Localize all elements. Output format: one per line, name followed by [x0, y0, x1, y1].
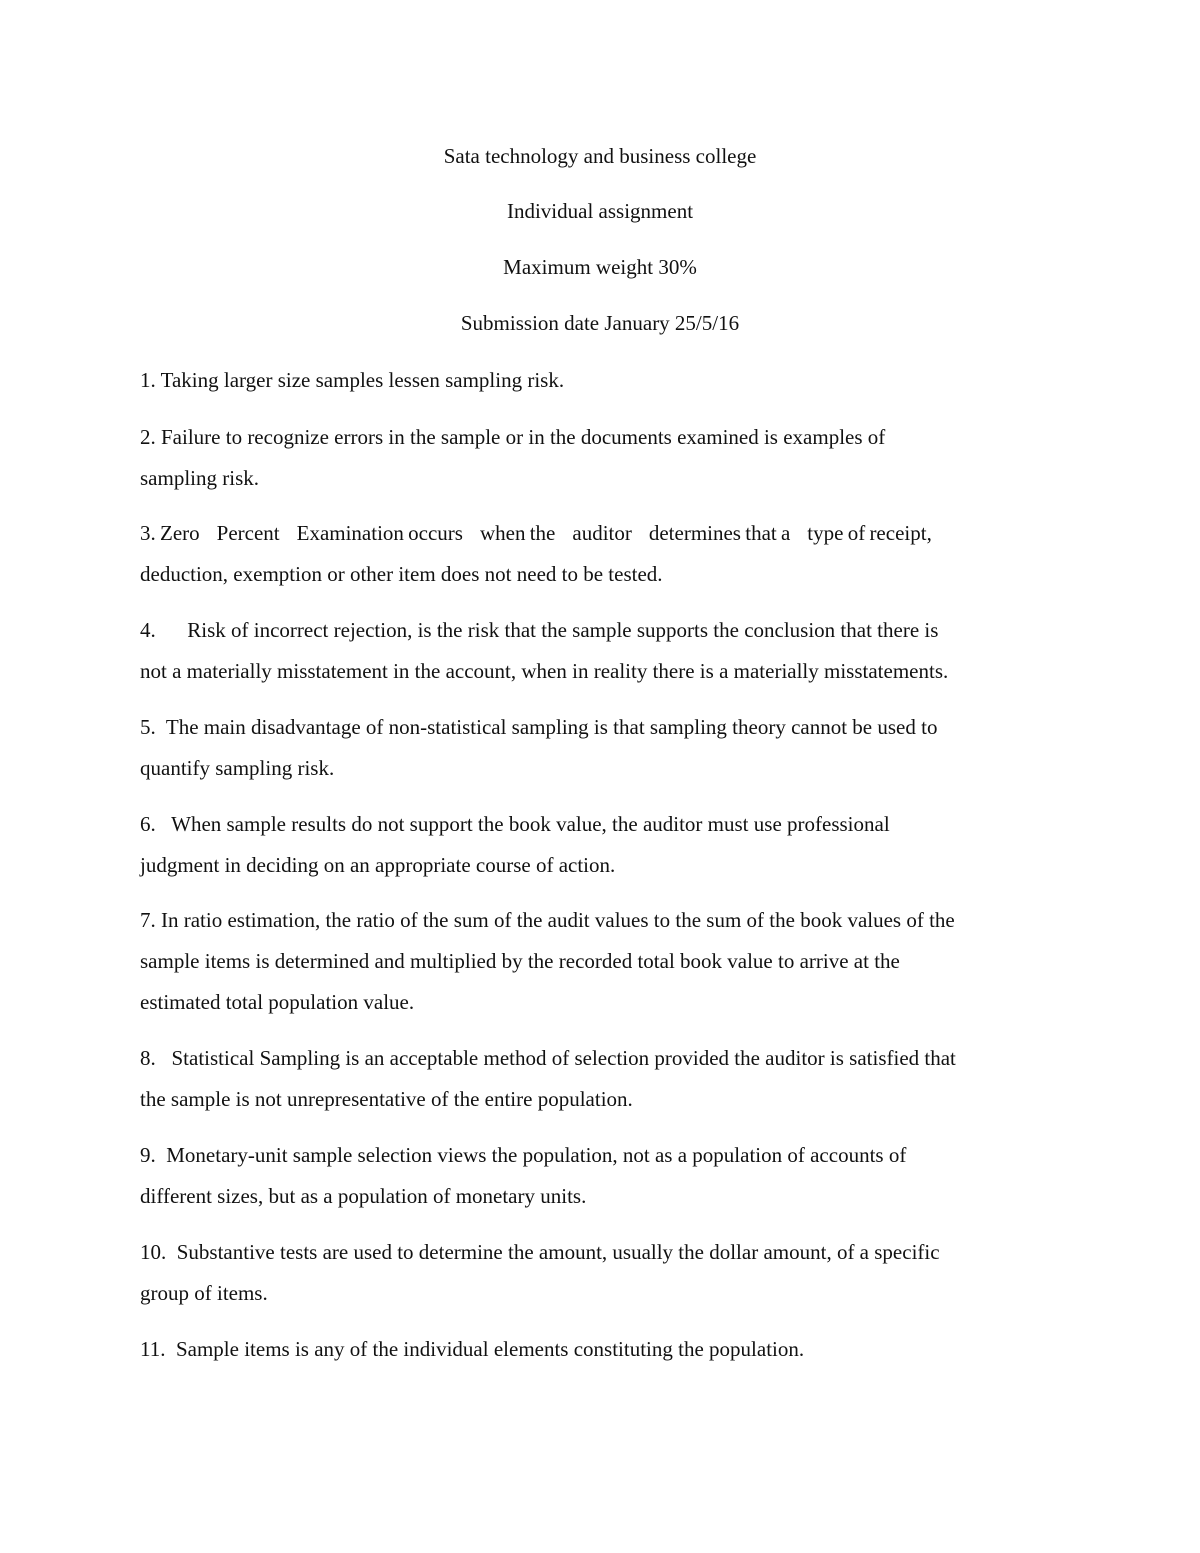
- question-line: 1. Taking larger size samples lessen sampling risk.: [140, 368, 565, 392]
- question-6: [140, 804, 1070, 886]
- question-line: sampling risk.: [140, 466, 259, 490]
- question-line: 7. In ratio estimation, the ratio of the sum of the audit values to the sum of the book values of the: [140, 908, 955, 932]
- question-11: [140, 1329, 1070, 1370]
- question-line: 9. Monetary-unit sample selection views the population, not as a population of accounts of: [140, 1143, 907, 1167]
- question-5: [140, 707, 1070, 789]
- question-line: sample items is determined and multiplied by the recorded total book value to arrive at the: [140, 949, 900, 973]
- question-7: [140, 900, 1070, 1023]
- question-line: 2. Failure to recognize errors in the sample or in the documents examined is examples of: [140, 425, 886, 449]
- assignment-type: Individual assignment: [506, 199, 694, 223]
- question-line: the sample is not unrepresentative of the entire population.: [140, 1087, 633, 1111]
- submission-date: Submission date January 25/5/16: [460, 311, 740, 335]
- question-line: 6. When sample results do not support the book value, the auditor must use professional: [140, 812, 890, 836]
- question-line: 5. The main disadvantage of non-statistical sampling is that sampling theory cannot be used to: [140, 715, 938, 739]
- question-line: quantify sampling risk.: [140, 756, 335, 780]
- question-line: 11. Sample items is any of the individual elements constituting the population.: [140, 1337, 805, 1361]
- question-4: [140, 610, 1070, 692]
- question-line: 3. Zero Percent Examination occurs when the auditor determines that a type of receipt,: [140, 521, 932, 545]
- question-9: [140, 1135, 1070, 1217]
- question-1: [140, 360, 1070, 401]
- question-line: judgment in deciding on an appropriate course of action.: [140, 853, 616, 877]
- question-line: 8. Statistical Sampling is an acceptable method of selection provided the auditor is satisfied that: [140, 1046, 956, 1070]
- question-8: [140, 1038, 1070, 1120]
- college-name: Sata technology and business college: [443, 144, 757, 168]
- question-line: different sizes, but as a population of monetary units.: [140, 1184, 587, 1208]
- maximum-weight: Maximum weight 30%: [503, 255, 697, 279]
- question-2: [140, 417, 1070, 499]
- question-line: group of items.: [140, 1281, 268, 1305]
- question-3: [140, 513, 1070, 595]
- question-line: deduction, exemption or other item does not need to be tested.: [140, 562, 663, 586]
- question-line: 4. Risk of incorrect rejection, is the risk that the sample supports the conclusion that there is: [140, 618, 939, 642]
- question-line: estimated total population value.: [140, 990, 415, 1014]
- question-10: [140, 1232, 1070, 1314]
- question-line: 10. Substantive tests are used to determine the amount, usually the dollar amount, of a specific: [140, 1240, 940, 1264]
- question-line: not a materially misstatement in the account, when in reality there is a materially misstatements.: [140, 659, 949, 683]
